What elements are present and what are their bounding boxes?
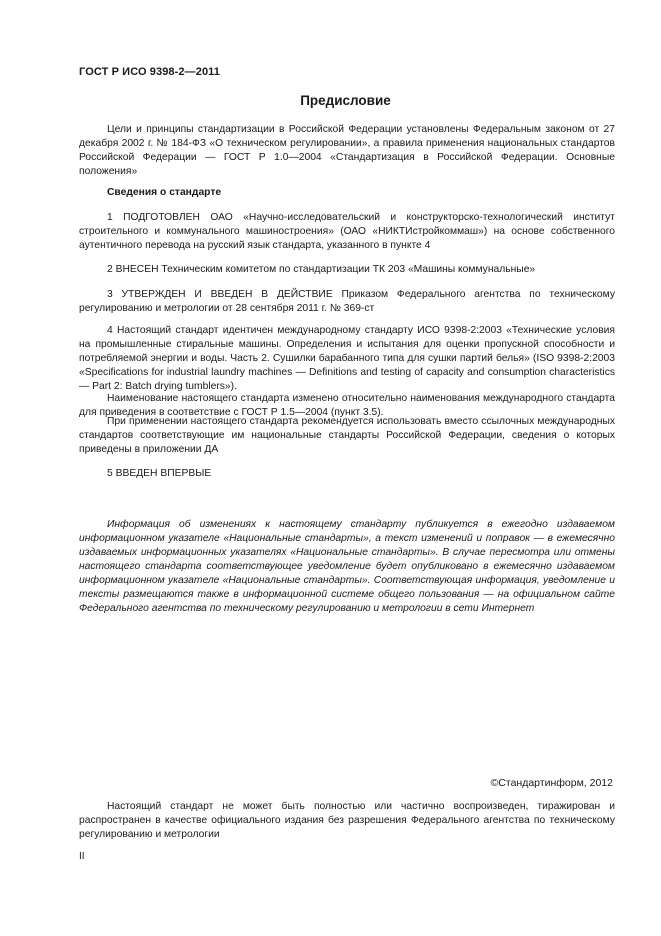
copyright: ©Стандартинформ, 2012 [490, 777, 613, 789]
item-5-paragraph: 5 ВВЕДЕН ВПЕРВЫЕ [107, 468, 212, 479]
item-4-paragraph: 4 Настоящий стандарт идентичен международному стандарту ИСО 9398-2:2003 «Технические условия на промышленные стиральные машины. Определения и испытания для оценки пропускной способности и потребляемой энергии и воды. Часть 2. Сушилки барабанного типа для сушки партий белья» (ISO 9398-2:2003 «Specifications for industrial laundry machines — Definitions and testing of capacity and consumption characteristics — Part 2: Batch drying tumblers»). [79, 325, 615, 392]
item-4-name-note: Наименование настоящего стандарта изменено относительно наименования международного стандарта для приведения в соответствие с ГОСТ Р 1.5—2004 (пункт 3.5). [79, 393, 615, 418]
item-2-paragraph: 2 ВНЕСЕН Техническим комитетом по стандартизации ТК 203 «Машины коммунальные» [107, 264, 536, 275]
legal-notice: Настоящий стандарт не может быть полностью или частично воспроизведен, тиражирован и распространен в качестве официального издания без разрешения Федерального агентства по техническому регулированию и метрологии [79, 801, 615, 840]
section-heading: Сведения о стандарте [107, 187, 222, 198]
page-title: Предисловие [300, 93, 391, 108]
item-3-paragraph: 3 УТВЕРЖДЕН И ВВЕДЕН В ДЕЙСТВИЕ Приказом Федерального агентства по техническому регулированию и метрологии от 28 сентября 2011 г. № 369-ст [79, 289, 615, 314]
document-code: ГОСТ Р ИСО 9398-2—2011 [79, 66, 220, 78]
page-number: II [79, 851, 85, 862]
item-1-paragraph: 1 ПОДГОТОВЛЕН ОАО «Научно-исследовательский и конструкторско-технологический институт строительного и коммунального машиностроения» (ОАО «НИКТИстройкоммаш») на основе собственного аутентичного перевода на русский язык стандарта, указанного в пункте 4 [79, 212, 615, 251]
intro-paragraph: Цели и принципы стандартизации в Российской Федерации установлены Федеральным законом от 27 декабря 2002 г. № 184-ФЗ «О техническом регулировании», а правила применения национальных стандартов Российской Федерации — ГОСТ Р 1.0—2004 «Стандартизация в Российской Федерации. Основные положения» [79, 124, 615, 177]
amendments-notice: Информация об изменениях к настоящему стандарту публикуется в ежегодно издаваемом информационном указателе «Национальные стандарты», а текст изменений и поправок — в ежемесячно издаваемых информационных указателях «Национальные стандарты». В случае пересмотра или отмены настоящего стандарта соответствующее уведомление будет опубликовано в ежемесячно издаваемом информационном указателе «Национальные стандарты». Соответствующая информация, уведомление и тексты размещаются также в информационной системе общего пользования — на официальном сайте Федерального агентства по техническому регулированию и метрологии в сети Интернет [79, 519, 615, 614]
item-4-references-note: При применении настоящего стандарта рекомендуется использовать вместо ссылочных международных стандартов соответствующие им национальные стандарты Российской Федерации, сведения о которых приведены в приложении ДА [79, 416, 615, 455]
